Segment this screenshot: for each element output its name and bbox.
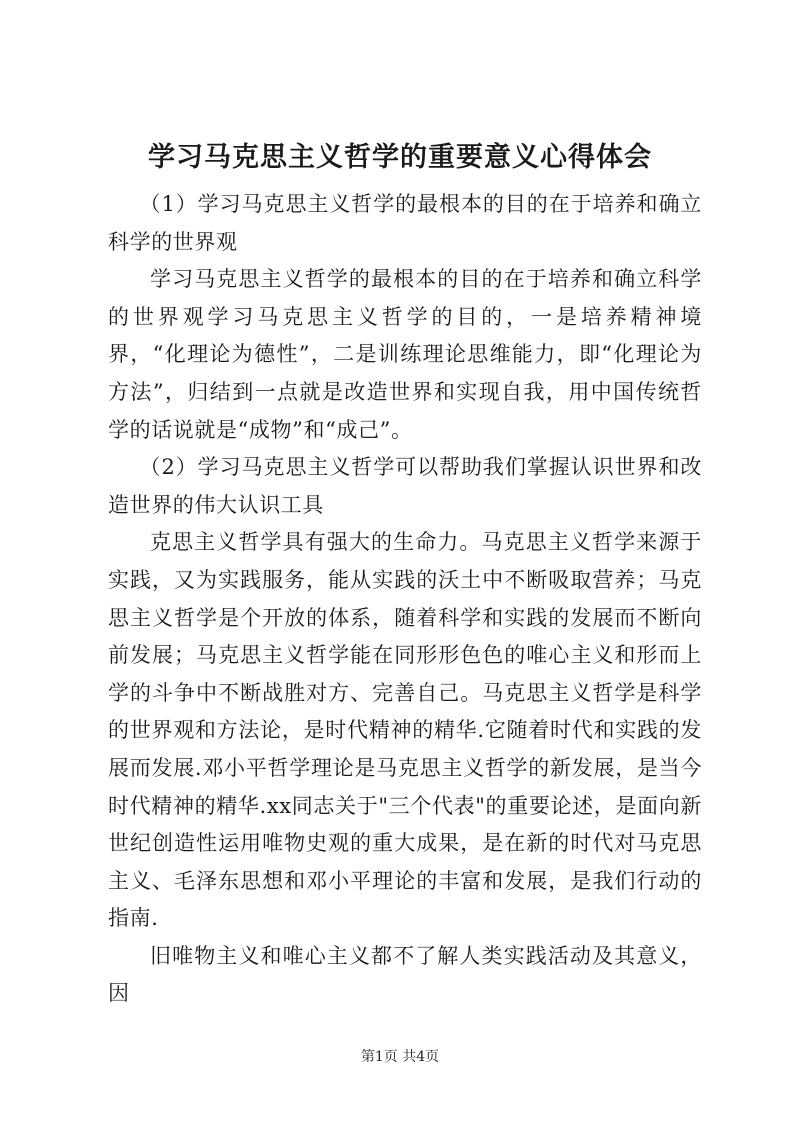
page-footer: 第1页 共4页 [360,1049,440,1065]
section-heading-2: （2）学习马克思主义哲学可以帮助我们掌握认识世界和改造世界的伟大认识工具 [108,455,702,517]
document-title: 学习马克思主义哲学的重要意义心得体会 [148,142,652,173]
section-heading-1: （1）学习马克思主义哲学的最根本的目的在于培养和确立科学的世界观 [108,192,702,254]
document-body [108,186,702,1013]
body-paragraph-3: 旧唯物主义和唯心主义都不了解人类实践活动及其意义，因 [108,943,702,1006]
body-paragraph-2: 克思主义哲学具有强大的生命力。马克思主义哲学来源于实践，又为实践服务，能从实践的沃土中不断吸取营养；马克思主义哲学是个开放的体系，随着科学和实践的发展而不断向前发展；马克思主义哲学能在同形形色色的唯心主义和形而上学的斗争中不断战胜对方、完善自己。马克思主义哲学是科学的世界观和方法论，是时代精神的精华.它随着时代和实践的发展而发展.邓小平哲学理论是马克思主义哲学的新发展，是当今时代精神的精华.xx同志关于"三个代表"的重要论述，是面向新世纪创造性运用唯物史观的重大成果，是在新的时代对马克思主义、毛泽东思想和邓小平理论的丰富和发展，是我们行动的指南. [108,530,702,931]
body-paragraph-1: 学习马克思主义哲学的最根本的目的在于培养和确立科学的世界观学习马克思主义哲学的目的，一是培养精神境界，“化理论为德性”，二是训练理论思维能力，即“化理论为方法”，归结到一点就是改造世界和实现自我，用中国传统哲学的话说就是“成物”和“成己”。 [108,267,702,442]
